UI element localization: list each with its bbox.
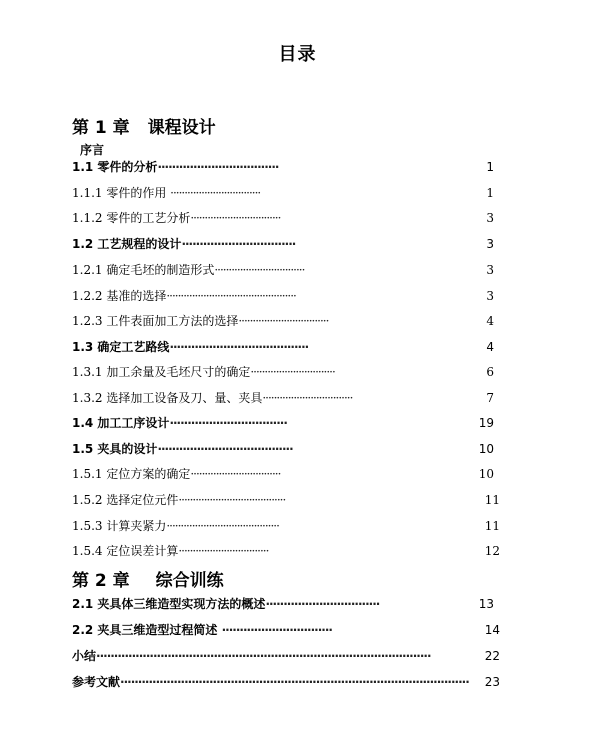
toc-entry-label: 1.2.1 确定毛坯的制造形式: [72, 263, 215, 277]
leader-dots: ········································: [166, 519, 279, 533]
toc-entry: [72, 236, 494, 252]
toc-entry-page: 3: [486, 289, 494, 303]
toc-entry-label: 1.2 工艺规程的设计: [72, 237, 182, 251]
toc-entry-label: 1.5 夹具的设计: [72, 442, 158, 456]
toc-entry-label: 1.1.2 零件的工艺分析: [72, 211, 191, 225]
leader-dots: ·································: [169, 416, 287, 430]
toc-entry-label: 1.3.1 加工余量及毛坯尺寸的确定: [72, 365, 251, 379]
toc-entry-page: 6: [486, 365, 494, 379]
toc-entry-page: 13: [478, 597, 494, 611]
toc-entry: [72, 288, 494, 304]
leader-dots: ································: [262, 391, 353, 405]
toc-entry-label: 1.5.2 选择定位元件: [72, 493, 179, 507]
toc-entry: [72, 262, 494, 278]
toc-entry-page: 7: [486, 391, 494, 405]
toc-entry: [72, 674, 500, 690]
toc-entry: [72, 543, 500, 559]
chapter-heading: [72, 566, 224, 591]
toc-entry-page: 10: [478, 467, 494, 481]
leader-dots: ································: [214, 263, 305, 277]
leader-dots: ··································: [157, 160, 279, 174]
toc-entry: [72, 210, 494, 226]
toc-entry-label: 1.3 确定工艺路线: [72, 340, 170, 354]
toc-entry-label: 小结: [72, 649, 97, 663]
toc-entry-page: 11: [484, 519, 500, 533]
toc-entry-page: 10: [478, 442, 494, 456]
toc-entry-page: 22: [484, 649, 500, 663]
toc-entry-label: 1.5.3 计算夹紧力: [72, 519, 167, 533]
leader-dots: ······································: [178, 493, 286, 507]
toc-entry-page: 4: [486, 340, 494, 354]
toc-entry-page: 3: [486, 237, 494, 251]
toc-entry: [72, 159, 494, 175]
chapter-number: 第 1 章: [72, 118, 130, 138]
toc-entry: [72, 390, 494, 406]
toc-entry-label: 1.1.1 零件的作用: [72, 186, 171, 200]
leader-dots: ································: [170, 186, 261, 200]
toc-entry: [72, 313, 494, 329]
preface-entry: 序言: [80, 143, 105, 157]
toc-entry: [72, 492, 500, 508]
toc-entry: [72, 339, 494, 355]
toc-entry-page: 1: [486, 186, 494, 200]
toc-entry-label: 2.2 夹具三维造型过程简述: [72, 623, 222, 637]
chapter-title: 综合训练: [155, 571, 224, 591]
chapter-title: 课程设计: [147, 118, 216, 138]
leader-dots: ··············································: [166, 289, 296, 303]
toc-entry: [72, 364, 494, 380]
toc-entry-page: 12: [484, 544, 500, 558]
toc-entry-page: 19: [478, 416, 494, 430]
toc-entry-page: 14: [484, 623, 500, 637]
toc-entry-page: 11: [484, 493, 500, 507]
leader-dots: ································: [190, 211, 281, 225]
leader-dots: ······································: [157, 442, 293, 456]
toc-entry: [72, 441, 494, 457]
leader-dots: ································: [178, 544, 269, 558]
toc-entry-label: 2.1 夹具体三维造型实现方法的概述: [72, 597, 266, 611]
toc-entry: [72, 466, 494, 482]
leader-dots: ·······································: [169, 340, 309, 354]
toc-entry-label: 1.3.2 选择加工设备及刀、量、夹具: [72, 391, 263, 405]
toc-entry-page: 1: [486, 160, 494, 174]
leader-dots: ······························: [250, 365, 335, 379]
toc-entry: [72, 518, 500, 534]
toc-entry: [72, 185, 494, 201]
toc-entry-label: 1.5.4 定位误差计算: [72, 544, 179, 558]
toc-title: 目录: [278, 44, 317, 65]
toc-entry-page: 3: [486, 263, 494, 277]
leader-dots: ································: [238, 314, 329, 328]
leader-dots: ·······························: [221, 623, 332, 637]
leader-dots: ··································································································: [120, 675, 469, 689]
toc-entry-page: 23: [484, 675, 500, 689]
toc-entry-label: 1.1 零件的分析: [72, 160, 158, 174]
toc-entry-page: 3: [486, 211, 494, 225]
leader-dots: ································: [265, 597, 380, 611]
leader-dots: ································: [190, 467, 281, 481]
toc-entry: [72, 648, 500, 664]
toc-entry-label: 参考文献: [72, 675, 121, 689]
toc-entry-label: 1.2.2 基准的选择: [72, 289, 167, 303]
toc-entry: [72, 596, 494, 612]
toc-entry-label: 1.5.1 定位方案的确定: [72, 467, 191, 481]
chapter-number: 第 2 章: [72, 571, 130, 591]
toc-entry-label: 1.2.3 工件表面加工方法的选择: [72, 314, 239, 328]
toc-entry-label: 1.4 加工工序设计: [72, 416, 170, 430]
toc-entry-page: 4: [486, 314, 494, 328]
toc-entry: [72, 622, 500, 638]
leader-dots: ······························································································: [96, 649, 431, 663]
toc-entry: [72, 415, 494, 431]
chapter-heading: [72, 113, 216, 138]
leader-dots: ································: [181, 237, 296, 251]
